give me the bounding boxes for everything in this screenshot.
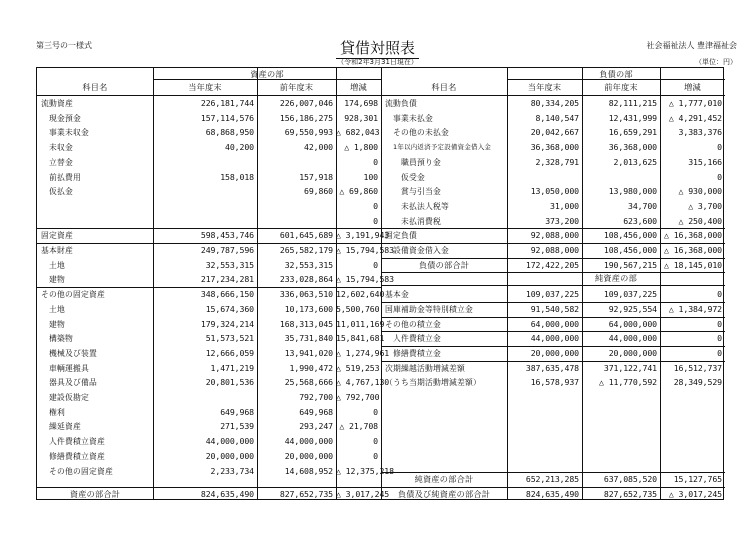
assets-section-title: 資産の部: [250, 69, 284, 79]
grand-total-current: 824,635,490: [525, 489, 579, 499]
change-value: △ 16,368,000: [664, 230, 722, 241]
total-divider: [381, 258, 725, 259]
row-divider: [381, 243, 725, 244]
liabilities-total-change: △ 18,145,010: [664, 259, 722, 270]
change-value: △ 519,253: [336, 362, 380, 373]
change-value: △ 1,274,961: [336, 347, 390, 358]
change-value: △ 12,375,218: [336, 465, 394, 476]
previous-year-value: 157,918: [299, 171, 333, 182]
col-header-change: 増減: [684, 82, 701, 92]
row-divider: [381, 361, 725, 362]
current-year-value: 92,088,000: [530, 245, 579, 255]
account-label: 立替金: [49, 157, 73, 167]
current-year-value: 36,368,000: [530, 142, 579, 153]
previous-year-value: 13,941,020: [284, 347, 333, 358]
previous-year-value: 293,247: [299, 421, 333, 432]
account-label: 仮受金: [401, 172, 425, 182]
account-label: 権利: [49, 407, 65, 417]
document-date: （令和2年3月31日現在）: [337, 58, 418, 66]
change-value: △ 21,708: [339, 421, 378, 432]
document-title-text: 貸借対照表: [336, 39, 419, 59]
change-value: 0: [717, 347, 722, 358]
row-divider: [37, 243, 381, 244]
total-divider: [37, 487, 381, 488]
row-divider: [381, 317, 725, 318]
change-value: 0: [373, 156, 378, 167]
col-header-previous: 前年度末: [279, 82, 314, 92]
change-value: 11,011,169: [336, 318, 385, 329]
account-label: 流動資産: [41, 99, 73, 108]
row-divider: [381, 331, 725, 332]
current-year-value: 8,140,547: [535, 112, 579, 123]
current-year-value: 15,674,360: [205, 303, 254, 314]
account-label: 未払法人税等: [401, 201, 449, 211]
liabilities-total-previous: 190,567,215: [603, 259, 657, 270]
account-label: その他の積立金: [385, 319, 441, 329]
current-year-value: 158,018: [220, 171, 254, 182]
previous-year-value: 14,608,952: [284, 465, 333, 476]
grand-total-previous: 827,652,735: [603, 489, 657, 499]
change-value: 0: [373, 259, 378, 270]
change-value: 0: [717, 171, 722, 182]
account-label: 繰延資産: [49, 422, 81, 432]
col-header-account: 科目名: [431, 82, 457, 92]
account-label: 固定資産: [41, 231, 73, 241]
account-label: 修繕費積立資産: [49, 451, 105, 461]
account-label: 事業未払金: [393, 113, 433, 123]
account-label: 流動負債: [385, 99, 417, 108]
previous-year-value: 601,645,689: [279, 230, 333, 241]
account-label: 土地: [49, 304, 65, 314]
current-year-value: 217,234,281: [200, 274, 254, 285]
account-label: 現金預金: [49, 113, 81, 123]
previous-year-value: 92,925,554: [608, 303, 657, 314]
account-label: 次期繰越活動増減差額: [385, 363, 465, 373]
previous-year-value: 1,990,472: [289, 362, 333, 373]
liabilities-total-current: 172,422,205: [525, 259, 579, 270]
account-label: 設備資金借入金: [393, 246, 449, 255]
current-year-value: 226,181,744: [200, 98, 254, 108]
current-year-value: 20,000,000: [530, 347, 579, 358]
previous-year-value: 16,659,291: [608, 127, 657, 138]
previous-year-value: 69,860: [304, 186, 333, 197]
col-header-current: 当年度末: [527, 82, 562, 92]
account-label: 基本金: [385, 290, 409, 300]
column-header-divider: [37, 95, 725, 96]
balance-sheet-table: [36, 67, 724, 500]
current-year-value: 1,471,219: [210, 362, 254, 373]
row-divider: [381, 285, 725, 286]
current-year-value: 91,540,582: [530, 303, 579, 314]
assets-total-change: △ 3,017,245: [336, 489, 390, 499]
current-year-value: 387,635,478: [525, 362, 579, 373]
col-header-current: 当年度末: [188, 82, 222, 92]
previous-year-value: 35,731,840: [284, 333, 333, 344]
col-header-previous: 前年度末: [604, 82, 638, 92]
change-value: △ 792,700: [336, 392, 380, 402]
current-year-value: 68,868,950: [205, 127, 254, 138]
change-value: 16,512,737: [673, 362, 722, 373]
change-value: △ 69,860: [339, 186, 378, 197]
account-label: 器具及び備品: [49, 378, 97, 388]
current-year-value: 20,801,536: [205, 377, 254, 388]
account-label: 賞与引当金: [401, 187, 441, 197]
current-year-value: 649,968: [220, 406, 254, 417]
account-label: 前払費用: [49, 172, 81, 182]
previous-year-value: 20,000,000: [284, 450, 333, 461]
change-value: 0: [373, 200, 378, 211]
previous-year-value: 109,037,225: [603, 289, 657, 300]
change-value: △ 930,000: [678, 186, 722, 197]
current-year-value: 271,539: [220, 421, 254, 432]
previous-year-value: 12,431,999: [608, 112, 657, 123]
account-label: 事業未収金: [49, 128, 89, 138]
liabilities-total-label: 負債の部合計: [418, 259, 470, 270]
grand-total-label: 負債及び純資産の部合計: [397, 489, 491, 499]
previous-year-value: 233,028,864: [279, 274, 333, 285]
current-year-value: 51,573,521: [205, 333, 254, 344]
account-label: 建設仮勘定: [49, 393, 89, 402]
previous-year-value: 44,000,000: [608, 333, 657, 344]
change-value: 28,349,529: [673, 377, 722, 388]
account-label: 1年以内返済予定設備資金借入金: [393, 143, 492, 152]
change-value: 315,166: [688, 156, 722, 167]
account-label: 固定負債: [385, 231, 417, 241]
form-label: 第三号の一様式: [36, 41, 92, 50]
col-header-change: 増減: [350, 82, 367, 92]
current-year-value: 44,000,000: [530, 333, 579, 344]
change-value: 0: [717, 318, 722, 329]
previous-year-value: 20,000,000: [608, 347, 657, 358]
change-value: 0: [373, 436, 378, 447]
change-value: △ 4,767,130: [336, 377, 390, 388]
change-value: 0: [373, 406, 378, 417]
change-value: 0: [717, 333, 722, 344]
change-value: △ 1,777,010: [668, 98, 722, 108]
row-divider: [37, 228, 381, 229]
account-label: 職員預り金: [401, 157, 441, 167]
change-value: △ 1,384,972: [668, 303, 722, 314]
current-year-value: 109,037,225: [525, 289, 579, 300]
account-label: 建物: [49, 275, 65, 285]
change-value: 5,500,760: [336, 303, 380, 314]
account-label: 国庫補助金等特別積立金: [385, 304, 473, 314]
previous-year-value: 371,122,741: [603, 362, 657, 373]
previous-year-value: 69,550,993: [284, 127, 333, 138]
current-year-value: 80,334,205: [530, 98, 579, 108]
account-label: 機械及び装置: [49, 348, 97, 358]
current-year-value: 2,328,791: [535, 156, 579, 167]
account-label: 修繕費積立金: [393, 348, 441, 358]
current-year-value: 92,088,000: [530, 230, 579, 241]
previous-year-value: 36,368,000: [608, 142, 657, 153]
change-value: 3,383,376: [678, 127, 722, 138]
change-value: 174,698: [344, 98, 378, 108]
change-value: 0: [373, 215, 378, 226]
account-label: 車輌運搬具: [49, 363, 89, 373]
current-year-value: 32,553,315: [205, 259, 254, 270]
current-year-value: 598,453,746: [200, 230, 254, 241]
row-divider: [381, 302, 725, 303]
previous-year-value: 42,000: [304, 142, 333, 153]
current-year-value: 44,000,000: [205, 436, 254, 447]
change-value: △ 15,794,583: [336, 245, 394, 255]
change-value: △ 3,191,943: [336, 230, 390, 241]
account-label: 未収金: [49, 143, 73, 153]
change-value: △ 15,794,583: [336, 274, 394, 285]
previous-year-value: 156,186,275: [279, 112, 333, 123]
previous-year-value: 13,980,000: [608, 186, 657, 197]
account-label: その他の固定資産: [49, 466, 113, 476]
account-label: 仮払金: [49, 187, 73, 197]
account-label: （うち当期活動増減差額）: [385, 378, 481, 388]
change-value: 12,602,640: [336, 289, 385, 300]
account-label: 人件費積立金: [393, 334, 441, 344]
previous-year-value: 792,700: [299, 392, 333, 402]
previous-year-value: 44,000,000: [284, 436, 333, 447]
current-year-value: 16,578,937: [530, 377, 579, 388]
row-divider: [381, 346, 725, 347]
current-year-value: 64,000,000: [530, 318, 579, 329]
change-value: 0: [717, 289, 722, 300]
document-title: [0, 37, 755, 58]
current-year-value: 31,000: [550, 200, 579, 211]
account-label: 人件費積立資産: [49, 437, 105, 447]
net-assets-total-previous: 637,085,520: [603, 474, 657, 485]
previous-year-value: △ 11,770,592: [599, 377, 657, 388]
account-label: 土地: [49, 260, 65, 270]
account-label: 構築物: [49, 334, 73, 344]
current-year-value: 157,114,576: [200, 112, 254, 123]
organization-name: 社会福祉法人 豊津福祉会: [646, 41, 737, 50]
previous-year-value: 108,456,000: [603, 230, 657, 241]
previous-year-value: 2,013,625: [613, 156, 657, 167]
col-header-account: 科目名: [82, 82, 108, 92]
previous-year-value: 82,111,215: [608, 98, 657, 108]
row-divider: [37, 287, 381, 288]
current-year-value: 40,200: [225, 142, 254, 153]
assets-total-previous: 827,652,735: [279, 489, 333, 499]
assets-total-current: 824,635,490: [200, 489, 254, 499]
current-year-value: 179,324,214: [200, 318, 254, 329]
unit-note: （単位：円）: [695, 58, 737, 66]
total-divider: [381, 472, 725, 473]
current-year-value: 373,200: [545, 215, 579, 226]
liabilities-section-title: 負債の部: [599, 69, 633, 79]
change-value: 0: [717, 142, 722, 153]
change-value: 15,841,681: [336, 333, 385, 344]
previous-year-value: 34,700: [628, 200, 657, 211]
current-year-value: 20,000,000: [205, 450, 254, 461]
change-value: △ 250,400: [678, 215, 722, 226]
change-value: 100: [363, 171, 378, 182]
current-year-value: 12,666,059: [205, 347, 254, 358]
assets-total-label: 資産の部合計: [69, 489, 121, 499]
previous-year-value: 10,173,600: [284, 303, 333, 314]
previous-year-value: 649,968: [299, 406, 333, 417]
account-label: 建物: [49, 319, 65, 329]
account-label: 未払消費税: [401, 216, 441, 226]
previous-year-value: 64,000,000: [608, 318, 657, 329]
previous-year-value: 336,063,510: [279, 289, 333, 300]
current-year-value: 348,666,150: [200, 289, 254, 300]
current-year-value: 13,050,000: [530, 186, 579, 197]
change-value: △ 682,043: [336, 127, 380, 138]
previous-year-value: 168,313,045: [279, 318, 333, 329]
grand-total-change: △ 3,017,245: [668, 489, 722, 499]
previous-year-value: 226,007,046: [279, 98, 333, 108]
account-label: その他の固定資産: [41, 290, 105, 300]
net-assets-total-current: 652,213,285: [525, 474, 579, 485]
change-value: 928,301: [344, 112, 378, 123]
previous-year-value: 108,456,000: [603, 245, 657, 255]
account-label: 基本財産: [41, 246, 73, 255]
net-assets-section-title: 純資産の部: [595, 273, 637, 284]
change-value: △ 1,800: [344, 142, 378, 153]
change-value: △ 4,291,452: [668, 112, 722, 123]
current-year-value: 2,233,734: [210, 465, 254, 476]
current-year-value: 20,042,667: [530, 127, 579, 138]
net-assets-total-change: 15,127,765: [673, 474, 722, 485]
total-divider: [381, 487, 725, 488]
net-assets-total-label: 純資産の部合計: [414, 474, 474, 485]
previous-year-value: 265,582,179: [279, 245, 333, 255]
current-year-value: 249,787,596: [200, 245, 254, 255]
previous-year-value: 25,568,666: [284, 377, 333, 388]
change-value: △ 16,368,000: [664, 245, 722, 255]
previous-year-value: 623,600: [623, 215, 657, 226]
previous-year-value: 32,553,315: [284, 259, 333, 270]
account-label: その他の未払金: [393, 128, 449, 138]
change-value: △ 3,700: [688, 200, 722, 211]
row-divider: [381, 228, 725, 229]
change-value: 0: [373, 450, 378, 461]
